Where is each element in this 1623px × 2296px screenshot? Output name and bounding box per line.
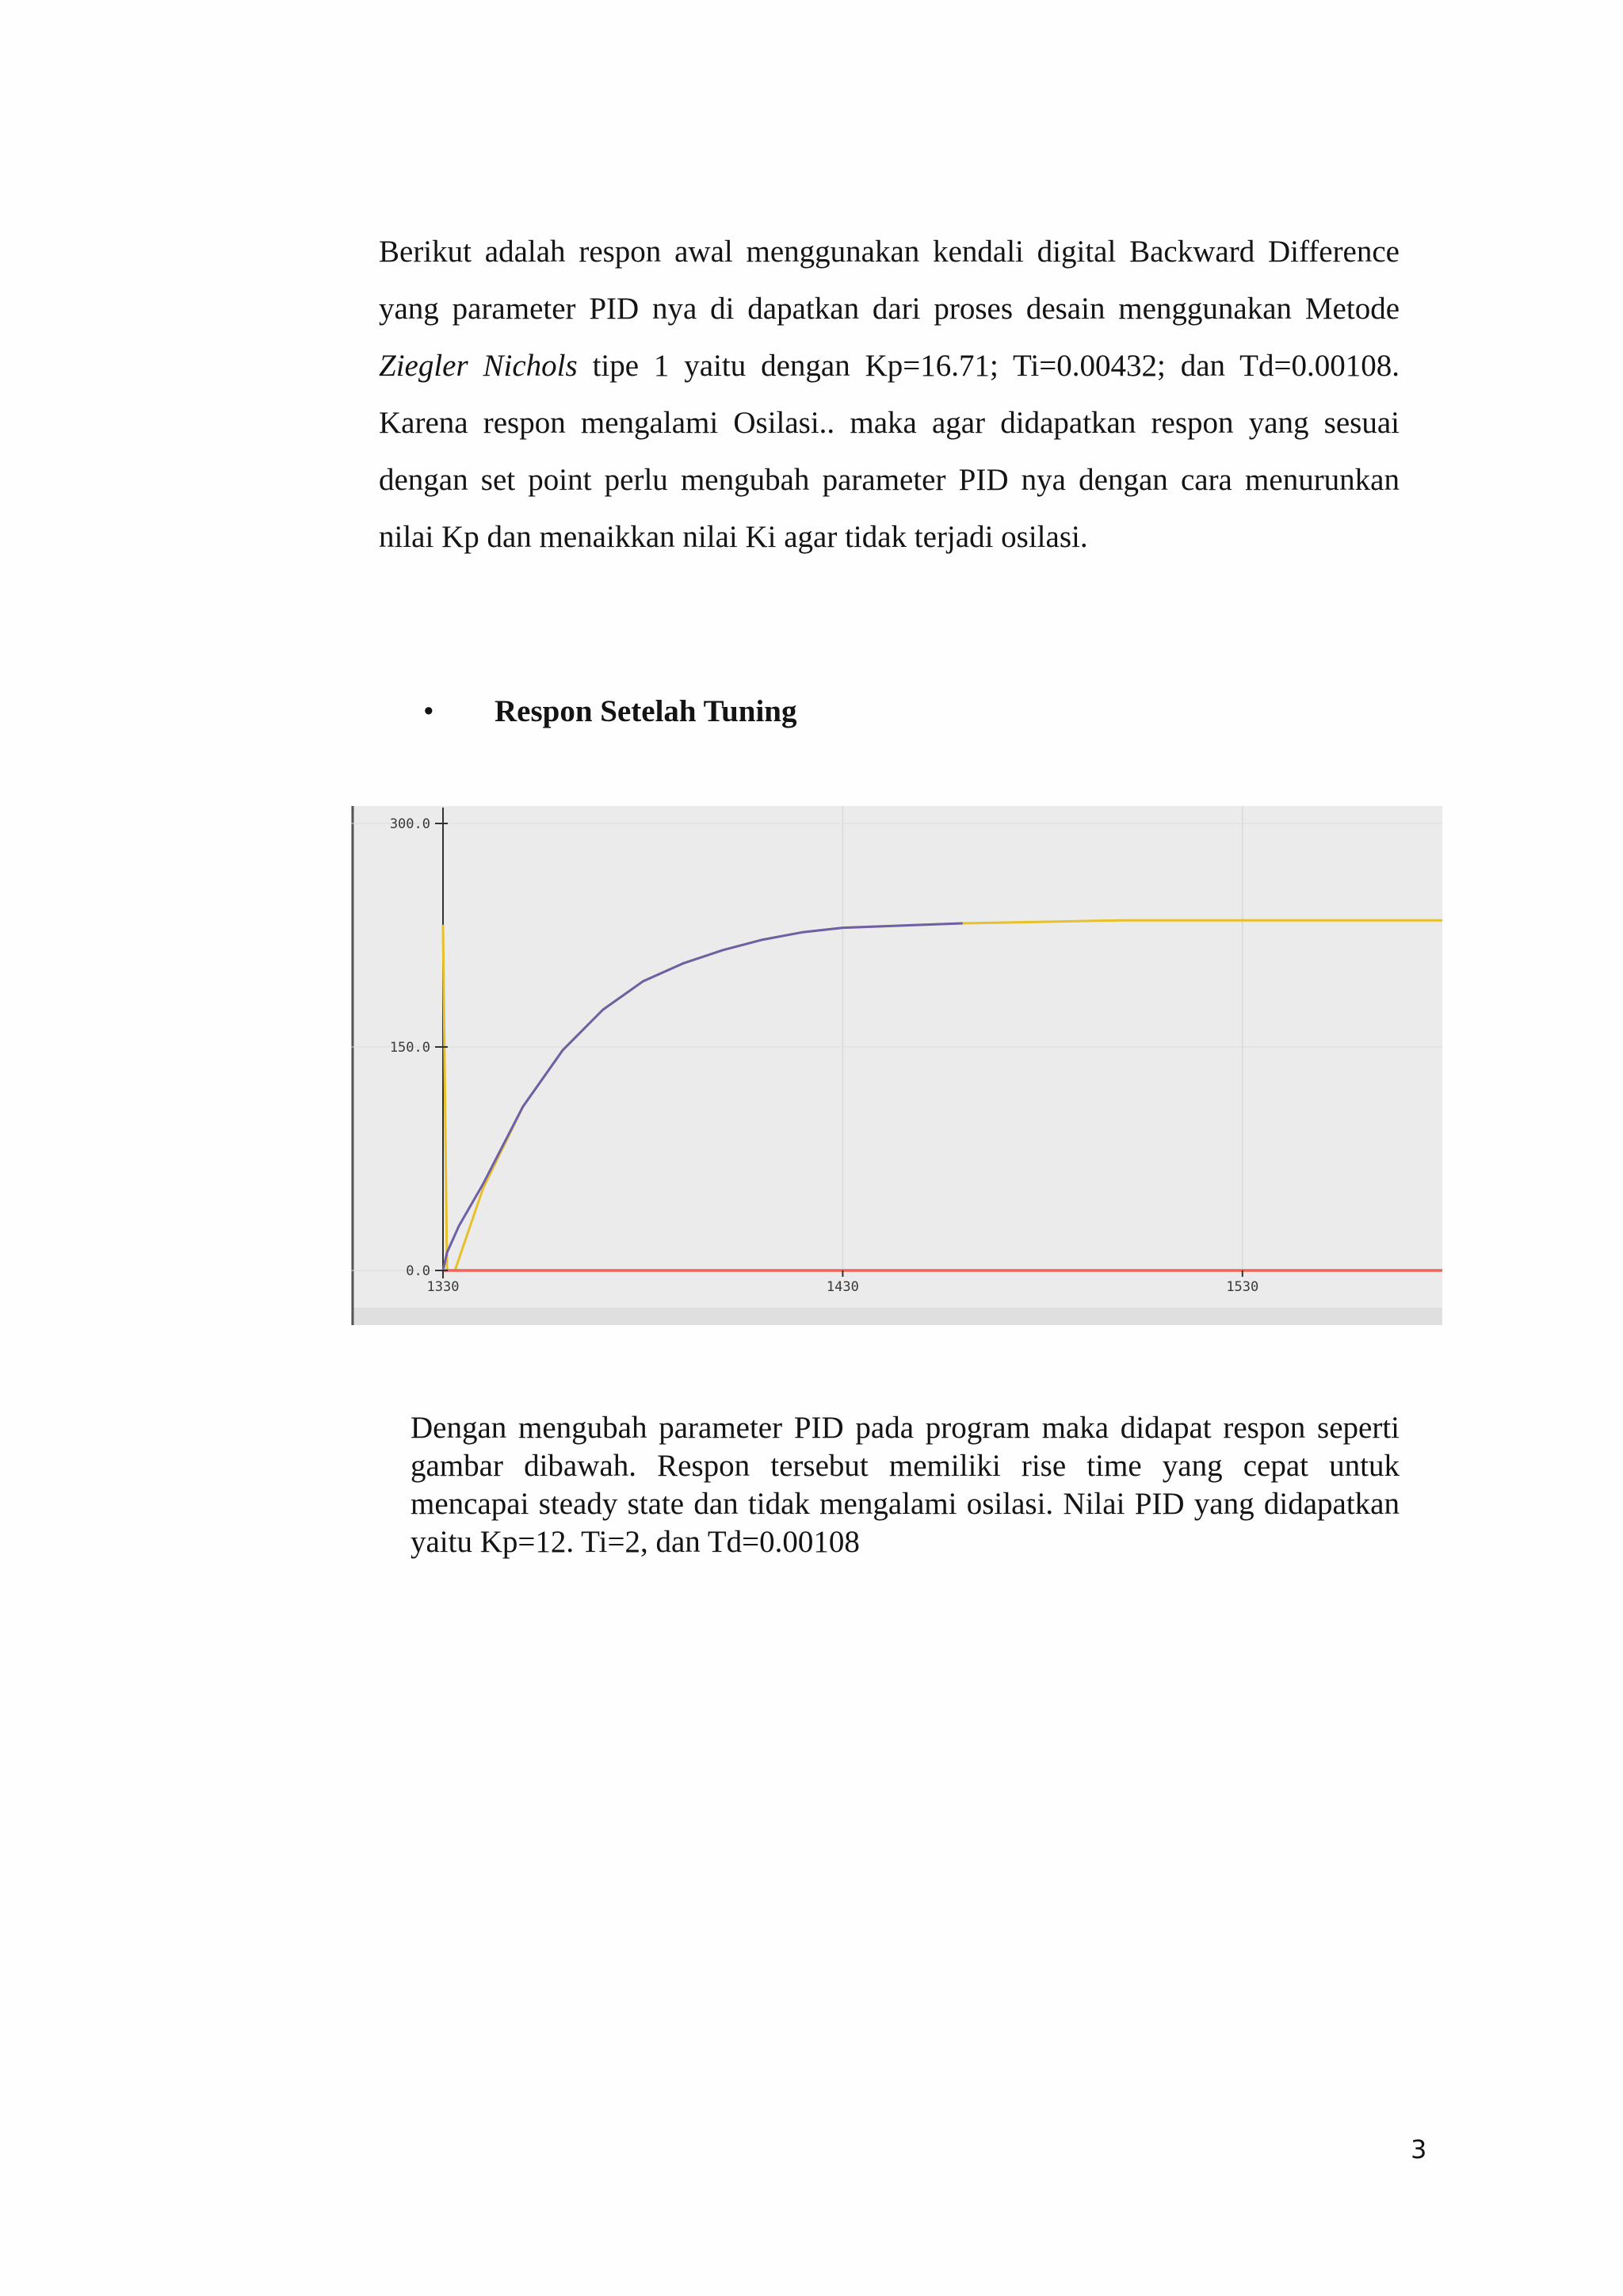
- intro-text-part1: Berikut adalah respon awal menggunakan kendali digital Backward Difference yang parameter PID nya di dapatkan dari proses desain menggunakan Metode: [379, 235, 1400, 326]
- chart-background: [351, 806, 1442, 1325]
- chart-bottom-band: [351, 1308, 1442, 1325]
- x-tick-label-0: 1330: [426, 1279, 460, 1295]
- y-tick-label-2: 300.0: [389, 816, 431, 832]
- method-name-italic: Ziegler Nichols: [379, 349, 578, 383]
- intro-paragraph: [379, 223, 1400, 566]
- y-tick-label-0: 0.0: [406, 1263, 431, 1279]
- intro-text-part2: tipe 1 yaitu dengan Kp=16.71; Ti=0.00432; dan Td=0.00108. Karena respon mengalami Osilasi.. maka agar didapatkan respon yang sesuai dengan set point perlu mengubah parameter PID nya dengan cara menurunkan nilai Kp dan menaikkan nilai Ki agar tidak terjadi osilasi.: [379, 349, 1400, 554]
- response-chart: [351, 806, 1442, 1325]
- section-bullet: [423, 683, 797, 740]
- x-tick-label-1: 1430: [826, 1279, 859, 1295]
- page-number: 3: [1411, 2134, 1427, 2164]
- bullet-icon: •: [423, 694, 434, 728]
- response-chart-svg: [351, 806, 1442, 1325]
- y-tick-label-1: 150.0: [389, 1040, 431, 1056]
- x-tick-label-2: 1530: [1226, 1279, 1259, 1295]
- tuning-result-paragraph: Dengan mengubah parameter PID pada program maka didapat respon seperti gambar dibawah. Respon tersebut memiliki rise time yang cepat untuk mencapai steady state dan tidak mengalami osilasi. Nilai PID yang didapatkan yaitu Kp=12. Ti=2, dan Td=0.00108: [411, 1411, 1400, 1559]
- section-heading: Respon Setelah Tuning: [495, 694, 797, 728]
